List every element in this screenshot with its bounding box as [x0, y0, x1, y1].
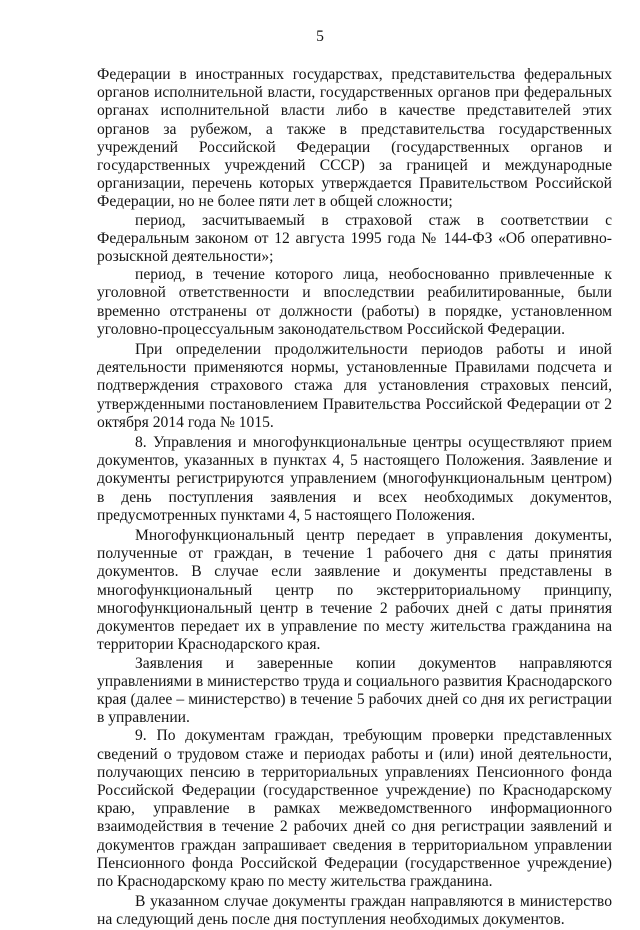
- paragraph-ministry-transfer: Заявления и заверенные копии документов направляются управлениями в министерство труда и социального развития Краснодарского края (далее – министерство) в течение 5 рабочих дней со дня их регистрации в управлении.: [97, 654, 612, 727]
- paragraph-item-8: 8. Управления и многофункциональные центры осуществляют прием документов, указанных в пунктах 4, 5 настоящего Положения. Заявление и документы регистрируются управлением (многофункциональным центром) в день поступления заявления и всех необходимых документов, предусмотренных пунктами 4, 5 настоящего Положения.: [97, 434, 612, 524]
- paragraph-mfc-transfer: Многофункциональный центр передает в управления документы, полученные от граждан, в течение 1 рабочего дня с даты принятия документов. В случае если заявление и документы представлены в многофункциональный центр по экстерриториальному принципу, многофункциональный центр в течение 2 рабочих дней с даты принятия документов передает их в управление по месту жительства гражданина на территории Краснодарского края.: [97, 527, 612, 654]
- paragraph-forwarding: В указанном случае документы граждан направляются в министерство на следующий день после дня поступления необходимых документов.: [97, 893, 612, 929]
- document-body: [97, 66, 612, 930]
- paragraph-item-9: 9. По документам граждан, требующим проверки представленных сведений о трудовом стаже и периодах работы и (или) иной деятельности, получающих пенсию в территориальных управлениях Пенсионного фонда Российской Федерации (государственное учреждение) по Краснодарскому краю, управление в рамках межведомственного информационного взаимодействия в течение 2 рабочих дней со дня регистрации заявлений и документов граждан запрашивает сведения в территориальном управлении Пенсионного фонда Российской Федерации (государственное учреждение) по Краснодарскому краю по месту жительства гражданина.: [97, 727, 612, 890]
- paragraph-operative-search-period: период, засчитываемый в страховой стаж в соответствии с Федеральным законом от 12 августа 1995 года № 144-ФЗ «Об оперативно-розыскной деятельности»;: [97, 211, 612, 266]
- paragraph-calculation-rules: При определении продолжительности периодов работы и иной деятельности применяются нормы, установленные Правилами подсчета и подтверждения страхового стажа для установления страховых пенсий, утвержденными постановлением Правительства Российской Федерации от 2 октября 2014 года № 1015.: [97, 341, 612, 431]
- page-number: 5: [316, 28, 324, 45]
- paragraph-continuation: Федерации в иностранных государствах, представительства федеральных органов исполнительной власти, государственных органов при федеральных органах исполнительной власти либо в качестве представителей этих органов за рубежом, а также в представительства государственных учреждений Российской Федерации (государственных органов и государственных учреждений СССР) за границей и международные организации, перечень которых утверждается Правительством Российской Федерации, но не более пяти лет в общей сложности;: [97, 66, 612, 211]
- paragraph-rehabilitation-period: период, в течение которого лица, необоснованно привлеченные к уголовной ответственности и впоследствии реабилитированные, были временно отстранены от должности (работы) в порядке, установленном уголовно-процессуальным законодательством Российской Федерации.: [97, 266, 612, 338]
